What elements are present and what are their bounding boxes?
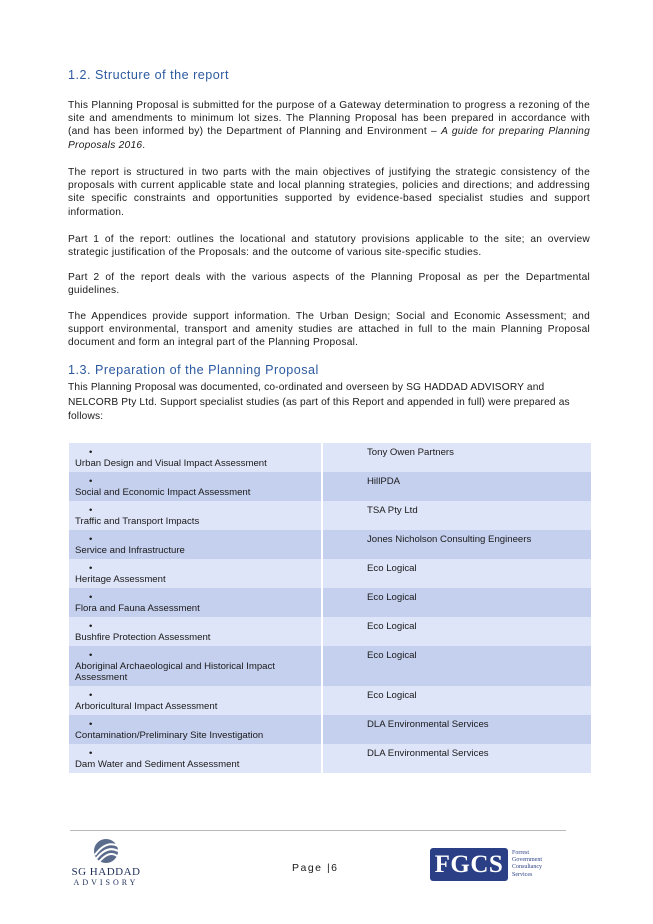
study-cell [69,559,322,588]
consultant-name: HillPDA [322,472,591,501]
fgcs-line-2: Government [512,857,542,864]
consultant-name: Eco Logical [322,588,591,617]
bullet-icon: • [89,748,93,759]
bullet-icon: • [89,505,93,516]
study-name: Arboricultural Impact Assessment [75,701,218,712]
sg-haddad-emblem-icon [92,838,120,864]
guide-title: A guide for preparing Planning Proposals 2016 [68,126,590,151]
study-cell [69,588,322,617]
study-name: Contamination/Preliminary Site Investigation [75,730,264,741]
consultant-name: Tony Owen Partners [322,443,591,472]
study-name: Social and Economic Impact Assessment [75,487,251,498]
bullet-icon: • [89,650,93,661]
bullet-icon: • [89,476,93,487]
bullet-icon: • [89,534,93,545]
sg-haddad-logo [58,838,154,890]
study-name: Traffic and Transport Impacts [75,516,200,527]
bullet-icon: • [89,690,93,701]
section-heading-structure: 1.2. Structure of the report [68,68,230,82]
paragraph-intro-end: . [142,139,146,151]
consultant-name: TSA Pty Ltd [322,501,591,530]
paragraph-part2: Part 2 of the report deals with the various aspects of the Planning Proposal as per the Departmental guidelines. [68,272,590,297]
fgcs-line-3: Consultancy [512,864,542,871]
table-row [69,686,591,715]
paragraph-appendices: The Appendices provide support information. The Urban Design; Social and Economic Assessment; and support environmental, transport and amenity studies are attached in full to the main Planning Proposal document and form an integral part of the Planning Proposal. [68,311,590,349]
consultant-name: DLA Environmental Services [322,715,591,744]
study-name: Urban Design and Visual Impact Assessment [75,458,267,469]
study-name: Heritage Assessment [75,574,166,585]
study-name: Aboriginal Archaeological and Historical Impact Assessment [75,661,275,683]
paragraph-structure: The report is structured in two parts with the main objectives of justifying the strategic consistency of the proposals with current applicable state and local planning strategies, policies and directions; and addressing site specific constraints and opportunities supported by evidence-based specialist studies and support information. [68,167,590,218]
table-row [69,443,591,472]
consultant-name: Eco Logical [322,559,591,588]
paragraph-intro [68,99,590,152]
study-cell [69,646,322,686]
paragraph-preparation: This Planning Proposal was documented, co-ordinated and overseen by SG HADDAD ADVISORY and NELCORB Pty Ltd. Support specialist studies (as part of this Report and appended in full) were prepared as follows: [68,382,570,423]
study-cell [69,501,322,530]
bullet-icon: • [89,592,93,603]
sg-haddad-subtitle: ADVISORY [73,878,139,887]
study-cell [69,617,322,646]
consultant-name: Eco Logical [322,646,591,686]
paragraph-part1: Part 1 of the report: outlines the locational and statutory provisions applicable to the site; an overview strategic justification of the Proposals: and the outcome of various site-specific studies. [68,234,590,259]
bullet-icon: • [89,719,93,730]
fgcs-abbreviation: FGCS [430,848,508,881]
table-row [69,530,591,559]
study-cell [69,715,322,744]
consultant-name: Eco Logical [322,686,591,715]
consultant-name: Eco Logical [322,617,591,646]
study-name: Dam Water and Sediment Assessment [75,759,240,770]
study-name: Bushfire Protection Assessment [75,632,211,643]
consultant-name: DLA Environmental Services [322,744,591,773]
table-row [69,715,591,744]
fgcs-line-1: Forrest [512,850,529,856]
section-heading-preparation: 1.3. Preparation of the Planning Proposal [68,363,319,377]
study-name: Service and Infrastructure [75,545,185,556]
bullet-icon: • [89,447,93,458]
table-row [69,588,591,617]
table-row [69,472,591,501]
bullet-icon: • [89,621,93,632]
study-cell [69,744,322,773]
fgcs-logo [430,848,560,884]
study-cell [69,443,322,472]
study-cell [69,472,322,501]
page-number: Page |6 [292,862,339,874]
table-row [69,646,591,686]
paragraph-intro-text: This Planning Proposal is submitted for the purpose of a Gateway determination to progress a rezoning of the site and amendments to minimum lot sizes. The Planning Proposal has been prepared in accordance with (and has been informed by) the Department of Planning and Environment – [68,100,590,138]
study-cell [69,686,322,715]
table-row [69,559,591,588]
studies-table [69,443,591,773]
sg-haddad-name: SG HADDAD [71,866,141,878]
consultant-name: Jones Nicholson Consulting Engineers [322,530,591,559]
study-cell [69,530,322,559]
bullet-icon: • [89,563,93,574]
table-row [69,744,591,773]
table-row [69,501,591,530]
footer-divider [70,830,566,831]
fgcs-line-4: Services [512,871,533,878]
fgcs-full-name [512,850,542,879]
study-name: Flora and Fauna Assessment [75,603,200,614]
table-row [69,617,591,646]
